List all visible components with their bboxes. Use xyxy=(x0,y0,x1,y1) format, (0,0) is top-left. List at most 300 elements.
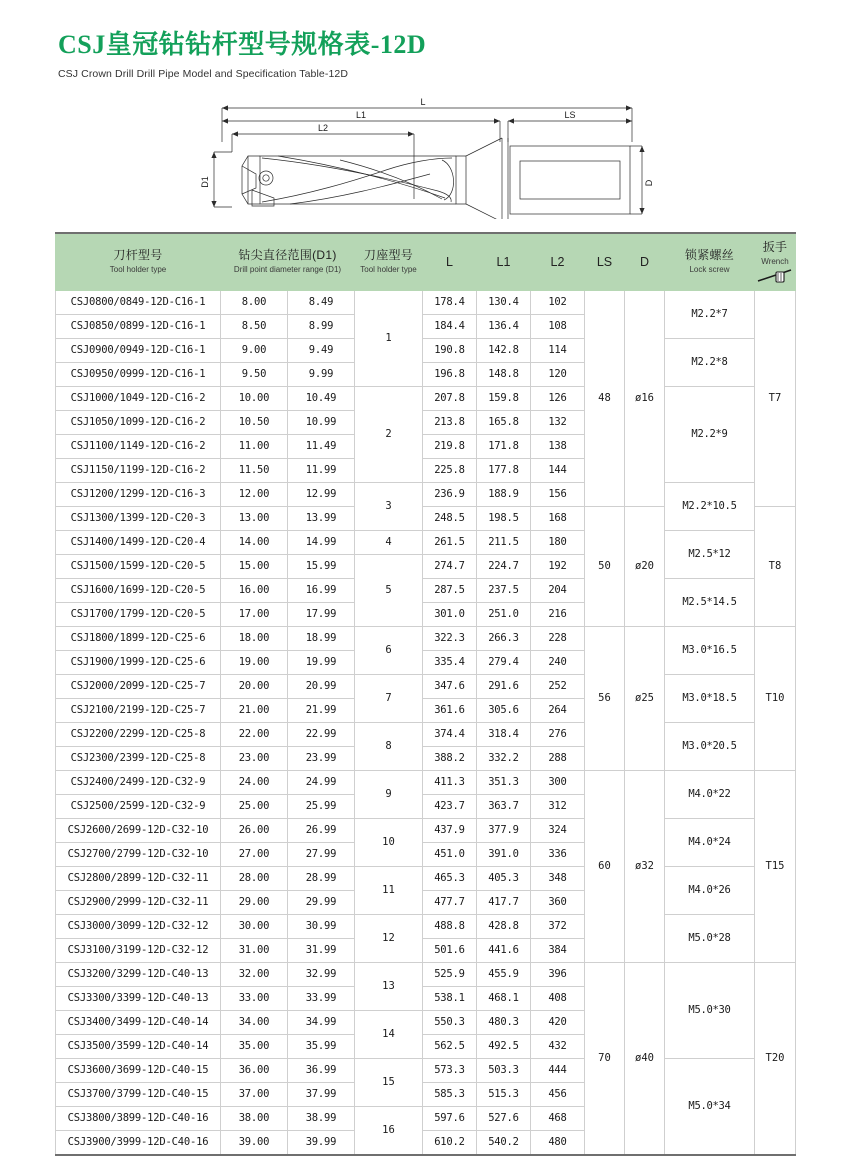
cell-L: 236.9 xyxy=(423,482,477,506)
cell-L1: 251.0 xyxy=(477,602,531,626)
col-header-en: Tool holder type xyxy=(109,265,167,275)
cell-d1-min: 13.00 xyxy=(221,506,288,530)
cell-d1-max: 38.99 xyxy=(288,1106,355,1130)
table-row xyxy=(56,818,796,842)
table-row xyxy=(56,530,796,554)
cell-holder-type: 16 xyxy=(355,1106,423,1155)
cell-L: 597.6 xyxy=(423,1106,477,1130)
cell-d1-max: 28.99 xyxy=(288,866,355,890)
cell-d1-max: 32.99 xyxy=(288,962,355,986)
cell-L: 525.9 xyxy=(423,962,477,986)
col-header-LS: LS xyxy=(585,233,625,291)
cell-holder-type: 9 xyxy=(355,770,423,818)
dim-label-LS: LS xyxy=(564,109,576,120)
dim-label-D: D xyxy=(644,179,654,187)
cell-d1-min: 8.00 xyxy=(221,290,288,314)
cell-L2: 444 xyxy=(531,1058,585,1082)
cell-tool-holder-model: CSJ2200/2299-12D-C25-8 xyxy=(56,722,221,746)
cell-L: 562.5 xyxy=(423,1034,477,1058)
cell-L2: 216 xyxy=(531,602,585,626)
cell-d1-min: 10.50 xyxy=(221,410,288,434)
cell-L2: 138 xyxy=(531,434,585,458)
cell-L2: 396 xyxy=(531,962,585,986)
table-row xyxy=(56,722,796,746)
cell-L: 322.3 xyxy=(423,626,477,650)
cell-L1: 492.5 xyxy=(477,1034,531,1058)
cell-L2: 360 xyxy=(531,890,585,914)
cell-lock-screw: M5.0*34 xyxy=(665,1058,755,1155)
cell-L: 388.2 xyxy=(423,746,477,770)
cell-L1: 130.4 xyxy=(477,290,531,314)
table-row xyxy=(56,1058,796,1082)
cell-d1-max: 12.99 xyxy=(288,482,355,506)
table-body xyxy=(56,290,796,1155)
cell-L1: 540.2 xyxy=(477,1130,531,1155)
cell-L2: 114 xyxy=(531,338,585,362)
cell-wrench: T8 xyxy=(755,506,796,626)
cell-lock-screw: M3.0*20.5 xyxy=(665,722,755,770)
cell-d1-max: 15.99 xyxy=(288,554,355,578)
cell-L1: 136.4 xyxy=(477,314,531,338)
cell-L1: 171.8 xyxy=(477,434,531,458)
cell-d1-max: 22.99 xyxy=(288,722,355,746)
cell-tool-holder-model: CSJ1200/1299-12D-C16-3 xyxy=(56,482,221,506)
cell-L2: 324 xyxy=(531,818,585,842)
cell-L1: 305.6 xyxy=(477,698,531,722)
cell-holder-type: 2 xyxy=(355,386,423,482)
cell-L1: 391.0 xyxy=(477,842,531,866)
spec-table-wrap xyxy=(55,232,795,1156)
cell-L2: 408 xyxy=(531,986,585,1010)
cell-lock-screw: M5.0*28 xyxy=(665,914,755,962)
cell-L2: 456 xyxy=(531,1082,585,1106)
cell-L1: 363.7 xyxy=(477,794,531,818)
cell-L1: 318.4 xyxy=(477,722,531,746)
cell-L2: 372 xyxy=(531,914,585,938)
cell-L1: 468.1 xyxy=(477,986,531,1010)
cell-L: 465.3 xyxy=(423,866,477,890)
cell-L: 501.6 xyxy=(423,938,477,962)
table-row xyxy=(56,914,796,938)
cell-L2: 336 xyxy=(531,842,585,866)
cell-d1-max: 10.49 xyxy=(288,386,355,410)
cell-tool-holder-model: CSJ3200/3299-12D-C40-13 xyxy=(56,962,221,986)
cell-tool-holder-model: CSJ2700/2799-12D-C32-10 xyxy=(56,842,221,866)
cell-tool-holder-model: CSJ1100/1149-12D-C16-2 xyxy=(56,434,221,458)
cell-d1-min: 20.00 xyxy=(221,674,288,698)
cell-L: 411.3 xyxy=(423,770,477,794)
drill-tool-technical-drawing xyxy=(0,94,850,224)
cell-tool-holder-model: CSJ0900/0949-12D-C16-1 xyxy=(56,338,221,362)
cell-d1-min: 12.00 xyxy=(221,482,288,506)
cell-L2: 384 xyxy=(531,938,585,962)
cell-L2: 156 xyxy=(531,482,585,506)
cell-L2: 168 xyxy=(531,506,585,530)
cell-d1-min: 19.00 xyxy=(221,650,288,674)
cell-tool-holder-model: CSJ2600/2699-12D-C32-10 xyxy=(56,818,221,842)
cell-holder-type: 6 xyxy=(355,626,423,674)
table-row xyxy=(56,770,796,794)
cell-L2: 240 xyxy=(531,650,585,674)
cell-d1-max: 29.99 xyxy=(288,890,355,914)
cell-L1: 291.6 xyxy=(477,674,531,698)
cell-L1: 515.3 xyxy=(477,1082,531,1106)
cell-L2: 204 xyxy=(531,578,585,602)
cell-tool-holder-model: CSJ3000/3099-12D-C32-12 xyxy=(56,914,221,938)
cell-tool-holder-model: CSJ1000/1049-12D-C16-2 xyxy=(56,386,221,410)
cell-lock-screw: M4.0*24 xyxy=(665,818,755,866)
dim-label-L: L xyxy=(420,96,426,107)
cell-L1: 177.8 xyxy=(477,458,531,482)
cell-lock-screw: M2.2*7 xyxy=(665,290,755,338)
cell-L1: 351.3 xyxy=(477,770,531,794)
cell-d1-min: 10.00 xyxy=(221,386,288,410)
cell-d1-max: 19.99 xyxy=(288,650,355,674)
cell-tool-holder-model: CSJ3400/3499-12D-C40-14 xyxy=(56,1010,221,1034)
cell-D: ø16 xyxy=(625,290,665,506)
cell-tool-holder-model: CSJ1800/1899-12D-C25-6 xyxy=(56,626,221,650)
cell-d1-max: 8.49 xyxy=(288,290,355,314)
cell-d1-min: 28.00 xyxy=(221,866,288,890)
cell-holder-type: 15 xyxy=(355,1058,423,1106)
cell-D: ø40 xyxy=(625,962,665,1155)
cell-L: 374.4 xyxy=(423,722,477,746)
cell-L2: 300 xyxy=(531,770,585,794)
cell-tool-holder-model: CSJ2500/2599-12D-C32-9 xyxy=(56,794,221,818)
cell-L: 225.8 xyxy=(423,458,477,482)
cell-D: ø20 xyxy=(625,506,665,626)
cell-L2: 288 xyxy=(531,746,585,770)
cell-lock-screw: M2.5*12 xyxy=(665,530,755,578)
cell-LS: 56 xyxy=(585,626,625,770)
cell-holder-type: 5 xyxy=(355,554,423,626)
cell-d1-min: 29.00 xyxy=(221,890,288,914)
cell-d1-max: 16.99 xyxy=(288,578,355,602)
col-header-holder-type xyxy=(355,233,423,291)
cell-L: 437.9 xyxy=(423,818,477,842)
col-header-cn: 扳手 xyxy=(762,239,788,254)
col-header-en: Tool holder type xyxy=(360,265,417,275)
cell-d1-min: 27.00 xyxy=(221,842,288,866)
cell-d1-max: 8.99 xyxy=(288,314,355,338)
cell-d1-max: 14.99 xyxy=(288,530,355,554)
cell-d1-max: 33.99 xyxy=(288,986,355,1010)
cell-d1-max: 9.49 xyxy=(288,338,355,362)
cell-L1: 279.4 xyxy=(477,650,531,674)
cell-L1: 405.3 xyxy=(477,866,531,890)
title-block xyxy=(0,0,850,80)
cell-d1-max: 35.99 xyxy=(288,1034,355,1058)
cell-holder-type: 8 xyxy=(355,722,423,770)
cell-lock-screw: M5.0*30 xyxy=(665,962,755,1058)
cell-d1-min: 38.00 xyxy=(221,1106,288,1130)
cell-d1-max: 11.49 xyxy=(288,434,355,458)
cell-L2: 228 xyxy=(531,626,585,650)
table-row xyxy=(56,338,796,362)
cell-d1-max: 20.99 xyxy=(288,674,355,698)
cell-tool-holder-model: CSJ1050/1099-12D-C16-2 xyxy=(56,410,221,434)
cell-L: 610.2 xyxy=(423,1130,477,1155)
cell-d1-max: 37.99 xyxy=(288,1082,355,1106)
col-header-L1: L1 xyxy=(477,233,531,291)
cell-d1-max: 18.99 xyxy=(288,626,355,650)
cell-L: 573.3 xyxy=(423,1058,477,1082)
cell-d1-min: 32.00 xyxy=(221,962,288,986)
cell-L: 488.8 xyxy=(423,914,477,938)
cell-tool-holder-model: CSJ3500/3599-12D-C40-14 xyxy=(56,1034,221,1058)
cell-holder-type: 10 xyxy=(355,818,423,866)
cell-tool-holder-model: CSJ1400/1499-12D-C20-4 xyxy=(56,530,221,554)
cell-tool-holder-model: CSJ1500/1599-12D-C20-5 xyxy=(56,554,221,578)
cell-d1-min: 11.00 xyxy=(221,434,288,458)
cell-lock-screw: M2.2*8 xyxy=(665,338,755,386)
table-row xyxy=(56,626,796,650)
cell-tool-holder-model: CSJ0950/0999-12D-C16-1 xyxy=(56,362,221,386)
cell-d1-min: 14.00 xyxy=(221,530,288,554)
wrench-icon xyxy=(757,269,793,283)
cell-L: 207.8 xyxy=(423,386,477,410)
cell-d1-max: 10.99 xyxy=(288,410,355,434)
cell-L1: 527.6 xyxy=(477,1106,531,1130)
cell-d1-min: 33.00 xyxy=(221,986,288,1010)
drawing-svg xyxy=(190,94,660,219)
cell-d1-min: 16.00 xyxy=(221,578,288,602)
cell-L: 477.7 xyxy=(423,890,477,914)
cell-L1: 237.5 xyxy=(477,578,531,602)
cell-lock-screw: M2.2*10.5 xyxy=(665,482,755,530)
cell-holder-type: 14 xyxy=(355,1010,423,1058)
cell-tool-holder-model: CSJ1900/1999-12D-C25-6 xyxy=(56,650,221,674)
cell-L: 550.3 xyxy=(423,1010,477,1034)
cell-d1-max: 34.99 xyxy=(288,1010,355,1034)
cell-lock-screw: M2.5*14.5 xyxy=(665,578,755,626)
cell-wrench: T7 xyxy=(755,290,796,506)
cell-d1-min: 31.00 xyxy=(221,938,288,962)
cell-lock-screw: M2.2*9 xyxy=(665,386,755,482)
cell-L: 335.4 xyxy=(423,650,477,674)
cell-d1-min: 34.00 xyxy=(221,1010,288,1034)
cell-L: 196.8 xyxy=(423,362,477,386)
cell-L: 248.5 xyxy=(423,506,477,530)
col-header-wrench xyxy=(755,233,796,291)
cell-tool-holder-model: CSJ0850/0899-12D-C16-1 xyxy=(56,314,221,338)
cell-L2: 180 xyxy=(531,530,585,554)
dim-label-D1: D1 xyxy=(200,176,210,188)
cell-L: 347.6 xyxy=(423,674,477,698)
col-header-en: Drill point diameter range (D1) xyxy=(233,265,342,275)
cell-tool-holder-model: CSJ1300/1399-12D-C20-3 xyxy=(56,506,221,530)
col-header-lock-screw xyxy=(665,233,755,291)
cell-d1-min: 21.00 xyxy=(221,698,288,722)
table-row xyxy=(56,866,796,890)
cell-d1-max: 25.99 xyxy=(288,794,355,818)
cell-L2: 348 xyxy=(531,866,585,890)
cell-lock-screw: M4.0*22 xyxy=(665,770,755,818)
cell-L: 538.1 xyxy=(423,986,477,1010)
cell-d1-min: 24.00 xyxy=(221,770,288,794)
cell-holder-type: 7 xyxy=(355,674,423,722)
cell-d1-min: 18.00 xyxy=(221,626,288,650)
cell-tool-holder-model: CSJ3100/3199-12D-C32-12 xyxy=(56,938,221,962)
table-row xyxy=(56,482,796,506)
cell-L: 178.4 xyxy=(423,290,477,314)
cell-L: 301.0 xyxy=(423,602,477,626)
col-header-tool-holder-model xyxy=(56,233,221,291)
cell-d1-max: 9.99 xyxy=(288,362,355,386)
cell-LS: 50 xyxy=(585,506,625,626)
cell-d1-min: 9.50 xyxy=(221,362,288,386)
cell-holder-type: 11 xyxy=(355,866,423,914)
cell-L1: 417.7 xyxy=(477,890,531,914)
table-header xyxy=(56,233,796,291)
cell-d1-min: 37.00 xyxy=(221,1082,288,1106)
cell-tool-holder-model: CSJ3900/3999-12D-C40-16 xyxy=(56,1130,221,1155)
cell-L2: 120 xyxy=(531,362,585,386)
cell-L1: 455.9 xyxy=(477,962,531,986)
cell-L2: 264 xyxy=(531,698,585,722)
cell-L: 287.5 xyxy=(423,578,477,602)
cell-tool-holder-model: CSJ2100/2199-12D-C25-7 xyxy=(56,698,221,722)
dim-label-L1: L1 xyxy=(355,109,367,120)
cell-d1-min: 23.00 xyxy=(221,746,288,770)
cell-L1: 377.9 xyxy=(477,818,531,842)
cell-d1-min: 17.00 xyxy=(221,602,288,626)
cell-L1: 165.8 xyxy=(477,410,531,434)
col-header-cn: 刀杆型号 xyxy=(113,248,163,263)
cell-L2: 468 xyxy=(531,1106,585,1130)
cell-tool-holder-model: CSJ3300/3399-12D-C40-13 xyxy=(56,986,221,1010)
cell-L2: 480 xyxy=(531,1130,585,1155)
cell-L: 361.6 xyxy=(423,698,477,722)
cell-d1-max: 17.99 xyxy=(288,602,355,626)
cell-L: 219.8 xyxy=(423,434,477,458)
cell-L1: 211.5 xyxy=(477,530,531,554)
table-row xyxy=(56,386,796,410)
cell-d1-max: 11.99 xyxy=(288,458,355,482)
cell-L1: 142.8 xyxy=(477,338,531,362)
cell-d1-max: 27.99 xyxy=(288,842,355,866)
cell-L: 261.5 xyxy=(423,530,477,554)
cell-holder-type: 3 xyxy=(355,482,423,530)
cell-LS: 70 xyxy=(585,962,625,1155)
cell-L: 585.3 xyxy=(423,1082,477,1106)
cell-L1: 503.3 xyxy=(477,1058,531,1082)
cell-d1-min: 9.00 xyxy=(221,338,288,362)
cell-wrench: T15 xyxy=(755,770,796,962)
cell-d1-max: 26.99 xyxy=(288,818,355,842)
cell-L1: 332.2 xyxy=(477,746,531,770)
cell-tool-holder-model: CSJ2800/2899-12D-C32-11 xyxy=(56,866,221,890)
col-header-drill-point-diameter-range xyxy=(221,233,355,291)
cell-L: 213.8 xyxy=(423,410,477,434)
cell-D: ø32 xyxy=(625,770,665,962)
cell-L1: 159.8 xyxy=(477,386,531,410)
cell-d1-min: 11.50 xyxy=(221,458,288,482)
cell-wrench: T20 xyxy=(755,962,796,1155)
cell-L2: 276 xyxy=(531,722,585,746)
dim-label-L2: L2 xyxy=(317,122,329,133)
cell-d1-max: 23.99 xyxy=(288,746,355,770)
cell-d1-min: 22.00 xyxy=(221,722,288,746)
cell-L2: 420 xyxy=(531,1010,585,1034)
table-row xyxy=(56,674,796,698)
cell-L2: 432 xyxy=(531,1034,585,1058)
spec-table xyxy=(55,232,796,1156)
cell-tool-holder-model: CSJ3700/3799-12D-C40-15 xyxy=(56,1082,221,1106)
page-title: CSJ皇冠钻钻杆型号规格表-12D xyxy=(58,30,427,59)
col-header-L: L xyxy=(423,233,477,291)
cell-d1-max: 21.99 xyxy=(288,698,355,722)
cell-holder-type: 1 xyxy=(355,290,423,386)
cell-holder-type: 12 xyxy=(355,914,423,962)
cell-L: 274.7 xyxy=(423,554,477,578)
cell-L2: 144 xyxy=(531,458,585,482)
cell-d1-min: 8.50 xyxy=(221,314,288,338)
table-row xyxy=(56,962,796,986)
cell-wrench: T10 xyxy=(755,626,796,770)
cell-holder-type: 4 xyxy=(355,530,423,554)
cell-tool-holder-model: CSJ3600/3699-12D-C40-15 xyxy=(56,1058,221,1082)
cell-L2: 102 xyxy=(531,290,585,314)
cell-d1-min: 39.00 xyxy=(221,1130,288,1155)
cell-L1: 224.7 xyxy=(477,554,531,578)
cell-L2: 132 xyxy=(531,410,585,434)
table-row xyxy=(56,578,796,602)
col-header-D: D xyxy=(625,233,665,291)
cell-d1-min: 30.00 xyxy=(221,914,288,938)
cell-d1-max: 36.99 xyxy=(288,1058,355,1082)
cell-D: ø25 xyxy=(625,626,665,770)
cell-L: 451.0 xyxy=(423,842,477,866)
cell-L1: 480.3 xyxy=(477,1010,531,1034)
cell-d1-min: 26.00 xyxy=(221,818,288,842)
cell-tool-holder-model: CSJ1600/1699-12D-C20-5 xyxy=(56,578,221,602)
cell-tool-holder-model: CSJ2400/2499-12D-C32-9 xyxy=(56,770,221,794)
cell-L: 190.8 xyxy=(423,338,477,362)
col-header-en: Lock screw xyxy=(689,265,730,275)
cell-L1: 428.8 xyxy=(477,914,531,938)
cell-d1-min: 35.00 xyxy=(221,1034,288,1058)
cell-tool-holder-model: CSJ2300/2399-12D-C25-8 xyxy=(56,746,221,770)
cell-LS: 60 xyxy=(585,770,625,962)
cell-L2: 192 xyxy=(531,554,585,578)
cell-d1-max: 13.99 xyxy=(288,506,355,530)
cell-tool-holder-model: CSJ2900/2999-12D-C32-11 xyxy=(56,890,221,914)
col-header-en: Wrench xyxy=(761,256,789,266)
cell-tool-holder-model: CSJ1150/1199-12D-C16-2 xyxy=(56,458,221,482)
cell-lock-screw: M3.0*16.5 xyxy=(665,626,755,674)
cell-L2: 126 xyxy=(531,386,585,410)
cell-L1: 148.8 xyxy=(477,362,531,386)
cell-tool-holder-model: CSJ3800/3899-12D-C40-16 xyxy=(56,1106,221,1130)
col-header-cn: 锁紧螺丝 xyxy=(684,248,735,263)
col-header-cn: 钻尖直径范围(D1) xyxy=(238,248,337,263)
cell-tool-holder-model: CSJ2000/2099-12D-C25-7 xyxy=(56,674,221,698)
cell-L: 184.4 xyxy=(423,314,477,338)
cell-tool-holder-model: CSJ1700/1799-12D-C20-5 xyxy=(56,602,221,626)
table-row xyxy=(56,290,796,314)
cell-d1-max: 24.99 xyxy=(288,770,355,794)
cell-lock-screw: M3.0*18.5 xyxy=(665,674,755,722)
cell-holder-type: 13 xyxy=(355,962,423,1010)
cell-d1-min: 15.00 xyxy=(221,554,288,578)
cell-L: 423.7 xyxy=(423,794,477,818)
cell-d1-max: 39.99 xyxy=(288,1130,355,1155)
cell-lock-screw: M4.0*26 xyxy=(665,866,755,914)
col-header-L2: L2 xyxy=(531,233,585,291)
cell-d1-max: 31.99 xyxy=(288,938,355,962)
cell-LS: 48 xyxy=(585,290,625,506)
